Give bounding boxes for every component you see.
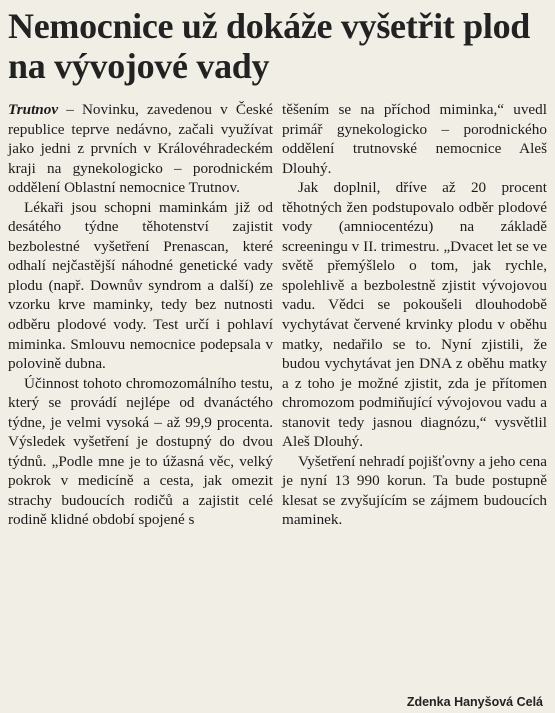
paragraph: těšením se na příchod miminka,“ uvedl primář gynekologicko – porodnického oddělení trutnovské nemocnice Aleš Dlouhý. (282, 101, 547, 177)
article-body (8, 100, 547, 692)
author-byline: Zdenka Hanyšová Celá (406, 695, 543, 709)
column-right (282, 100, 547, 692)
column-left (8, 100, 273, 692)
headline: Nemocnice už dokáže vyšetřit plod na vývojové vady (8, 6, 531, 86)
paragraph-text: – Novinku, zavedenou v České republice teprve nedávno, začali využívat jako jedni z prvních v Královéhradeckém kraji na gynekologicko – porodnickém oddělení Oblastní nemocnice Trutnov. (8, 101, 273, 197)
paragraph: Lékaři jsou schopni maminkám již od desátého týdne těhotenství zajistit bezbolestné vyšetření Prenascan, které odhalí nejčastější náhodné genetické vady plodu (např. Downův syndrom a další) ze vzorku krve maminky, tedy bez nutnosti odběru plodové vody. Test určí i pohlaví miminka. Smlouvu nemocnice podepsala v polovině dubna. (8, 198, 273, 373)
paragraph: Jak doplnil, dříve až 20 procent těhotných žen podstupovalo odběr plodové vody (amniocentézu) na základě screeningu v II. trimestru. „Dvacet let se ve světě přemýšlelo o tom, jak rychle, spolehlivě a bezbolestně zjistit vývojovou vadu. Vědci se pokoušeli dlouhodobě vychytávat červené krvinky plodu v oběhu matky, nedařilo se to. Nyní zjistili, že budou vychytávat jen DNA z oběhu matky a z toho je možné zjistit, zda je přítomen chromozom podmiňující vývojovou vadu a stanovit tedy jasnou diagnózu,“ vysvětlil Aleš Dlouhý. (282, 179, 547, 451)
paragraph: Vyšetření nehradí pojišťovny a jeho cena je nyní 13 990 korun. Ta bude postupně klesat se zvyšujícím se zájmem budoucích maminek. (282, 452, 547, 529)
paragraph: Účinnost tohoto chromozomálního testu, který se provádí nejlépe od dvanáctého týdne, je velmi vysoká – až 99,9 procenta. Výsledek vyšetření je dostupný do dvou týdnů. „Podle mne je to úžasná věc, velký pokrok v medicíně a cesta, jak omezit strachy budoucích rodičů a zajistit celé rodině klidné období spojené s (8, 374, 273, 529)
dateline: Trutnov (8, 101, 59, 118)
paragraph (8, 100, 273, 198)
